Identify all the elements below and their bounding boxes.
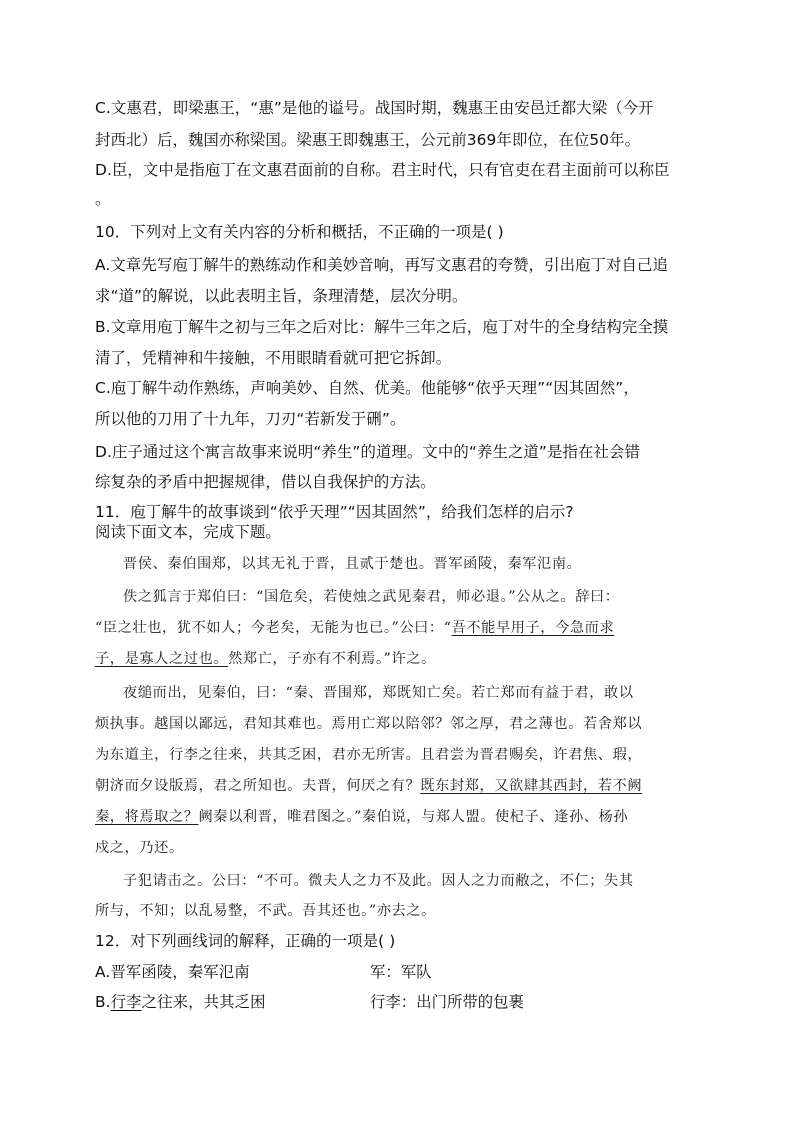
- passage-p3-line5-text: 阙秦以利晋，唯君图之。”秦伯说，与郑人盟。使杞子、逢孙、杨孙: [198, 809, 629, 825]
- passage-p4-line1: 子犯请击之。公曰：“不可。微夫人之力不及此。因人之力而敝之，不仁；失其: [123, 873, 634, 889]
- passage-p2-line2: [95, 617, 614, 637]
- passage-p3-line4: [95, 775, 642, 795]
- passage-p3-line4-text: 朝济而夕设版焉，君之所知也。夫晋，何厌之有？: [95, 778, 421, 794]
- underlined-sentence-part2: 子，是寡人之过也。: [95, 651, 229, 667]
- q11-stem: 11．庖丁解牛的故事谈到“依乎天理”“因其固然”，给我们怎样的启示?: [95, 503, 574, 521]
- passage-p2-line3-text: 然郑亡，子亦有不利焉。”许之。: [228, 651, 436, 667]
- q9-option-c-line2: 封西北）后，魏国亦称梁国。梁惠王即魏惠王，公元前369年即位，在位50年。: [95, 131, 641, 149]
- underlined-word-xingli: 行李: [110, 993, 142, 1011]
- q12-option-a-right: 军：军队: [370, 963, 432, 981]
- q10-option-b-line1: B.文章用庖丁解牛之初与三年之后对比：解牛三年之后，庖丁对牛的全身结构完全摸: [95, 318, 669, 336]
- passage-p3-line1: 夜缒而出，见秦伯，曰：“秦、晋围郑，郑既知亡矣。若亡郑而有益于君，敢以: [123, 685, 634, 701]
- passage-p3-line3: 为东道主，行李之往来，共其乏困，君亦无所害。且君尝为晋君赐矣，许君焦、瑕，: [95, 747, 643, 763]
- q12-option-b-prefix: B.: [95, 993, 111, 1011]
- q10-option-a-line1: A.文章先写庖丁解牛的熟练动作和美妙音响，再写文惠君的夸赞，引出庖丁对自己追: [95, 256, 669, 274]
- q9-option-d-line2: 。: [95, 190, 111, 208]
- underlined-sentence-part3: 既东封郑，又欲肆其西封，若不阙: [420, 778, 643, 794]
- q10-option-b-line2: 清了，凭精神和牛接触，不用眼睛看就可把它拆卸。: [95, 349, 452, 367]
- q12-option-b-right: 行李：出门所带的包裹: [370, 993, 524, 1011]
- passage-p1: 晋侯、秦伯围郑，以其无礼于晋，且贰于楚也。晋军函陵，秦军氾南。: [123, 556, 582, 572]
- q12-stem: 12．对下列画线词的解释，正确的一项是( ): [95, 932, 396, 950]
- passage-p2-line1: 佚之狐言于郑伯曰：“国危矣，若使烛之武见秦君，师必退。”公从之。辞曰：: [123, 589, 620, 605]
- q12-option-b-rest: 之往来，共其乏困: [141, 993, 266, 1011]
- passage-p3-line6: 戍之，乃还。: [95, 840, 184, 856]
- q9-option-c-line1: C.文惠君，即梁惠王，“惠”是他的谥号。战国时期，魏惠王由安邑迁都大梁（今开: [95, 99, 654, 117]
- q10-option-c-line2: 所以他的刀用了十九年，刀刃“若新发于硎”。: [95, 410, 406, 428]
- q12-option-a-left: A.晋军函陵，秦军氾南: [95, 963, 250, 981]
- underlined-sentence-part1: 吾不能早用子，今急而求: [451, 620, 615, 636]
- reading-instruction: 阅读下面文本，完成下题。: [95, 523, 281, 541]
- q10-stem: 10．下列对上文有关内容的分析和概括，不正确的一项是( ): [95, 223, 504, 241]
- q10-option-d-line1: D.庄子通过这个寓言故事来说明“养生”的道理。文中的“养生之道”是指在社会错: [95, 443, 640, 461]
- underlined-sentence-part4: 秦，将焉取之？: [95, 809, 199, 825]
- q12-option-b-left: [95, 990, 266, 1012]
- q10-option-c-line1: C.庖丁解牛动作熟练，声响美妙、自然、优美。他能够“依乎天理”“因其固然”，: [95, 379, 639, 397]
- passage-p2-line2-text: “臣之壮也，犹不如人；今老矣，无能为也已。”公曰：“: [95, 620, 452, 636]
- passage-p3-line5: [95, 806, 628, 826]
- passage-p3-line2: 烦执事。越国以鄙远，君知其难也。焉用亡郑以陪邻？邻之厚，君之薄也。若舍郑以: [95, 716, 643, 732]
- passage-p4-line2: 所与，不知；以乱易整，不武。吾其还也。”亦去之。: [95, 903, 436, 919]
- q10-option-a-line2: 求“道”的解说，以此表明主旨，条理清楚，层次分明。: [95, 287, 468, 305]
- q10-option-d-line2: 综复杂的矛盾中把握规律，借以自我保护的方法。: [95, 473, 436, 491]
- passage-p2-line3: [95, 648, 436, 668]
- q9-option-d-line1: D.臣，文中是指庖丁在文惠君面前的自称。君主时代，只有官吏在君主面前可以称臣: [95, 161, 670, 179]
